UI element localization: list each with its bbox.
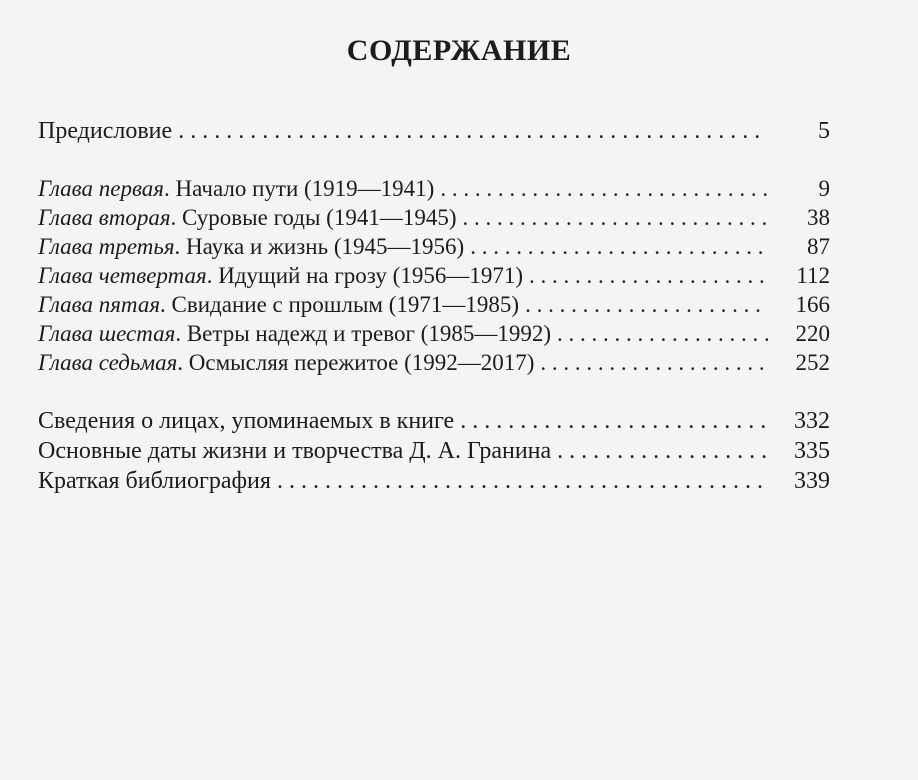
leader-dots (557, 321, 768, 347)
leader-dots (440, 176, 768, 202)
leader-dots (277, 468, 768, 495)
toc-entry-chapter-3[interactable] (38, 234, 830, 260)
leader-dots (460, 408, 768, 435)
leader-dots (178, 118, 768, 145)
leader-dots (557, 438, 768, 465)
toc-entry-chapter-4[interactable] (38, 263, 830, 289)
toc-page-number: 112 (796, 263, 830, 288)
toc-entry-chapter-2[interactable] (38, 205, 830, 231)
toc-entry-title: Глава шестая. Ветры надежд и тревог (1985—1992) (38, 321, 551, 346)
toc-entry-title: Сведения о лицах, упоминаемых в книге (38, 408, 455, 434)
toc-entry-preface[interactable] (38, 118, 830, 145)
toc-page-number: 335 (794, 438, 830, 464)
toc-entry-title: Глава вторая. Суровые годы (1941—1945) (38, 205, 457, 230)
leader-dots (470, 234, 768, 260)
toc-entry-chapter-6[interactable] (38, 321, 830, 347)
toc-page-number: 166 (795, 292, 830, 317)
leader-dots (529, 263, 768, 289)
toc-entry-persons[interactable] (38, 408, 830, 435)
toc-page-number: 87 (807, 234, 830, 259)
toc-entry-chapter-7[interactable] (38, 350, 830, 376)
toc-page-number: 9 (818, 176, 830, 201)
toc-entry-chapter-1[interactable] (38, 176, 830, 202)
page-title: СОДЕРЖАНИЕ (346, 34, 572, 67)
toc-entry-dates[interactable] (38, 438, 830, 465)
toc-page-number: 339 (794, 468, 830, 494)
toc-entry-title: Предисловие (38, 118, 173, 144)
leader-dots (540, 350, 768, 376)
toc-page-number: 252 (795, 350, 830, 375)
toc-entry-title: Глава пятая. Свидание с прошлым (1971—1985) (38, 292, 520, 317)
toc-entry-title: Глава четвертая. Идущий на грозу (1956—1971) (38, 263, 523, 288)
toc-entry-title: Глава третья. Наука и жизнь (1945—1956) (38, 234, 465, 259)
toc-page-number: 38 (807, 205, 830, 230)
toc-entry-title: Глава первая. Начало пути (1919—1941) (38, 176, 435, 201)
toc-page-number: 332 (794, 408, 830, 434)
leader-dots (463, 205, 769, 231)
toc-entry-chapter-5[interactable] (38, 292, 830, 318)
toc-entry-title: Краткая библиография (38, 468, 271, 494)
toc-entry-title: Глава седьмая. Осмысляя пережитое (1992—2017) (38, 350, 535, 375)
toc-entry-bibliography[interactable] (38, 468, 830, 495)
toc-entry-title: Основные даты жизни и творчества Д. А. Гранина (38, 438, 552, 464)
toc-page-number: 5 (818, 118, 830, 144)
toc-page-number: 220 (795, 321, 830, 346)
leader-dots (525, 292, 768, 318)
